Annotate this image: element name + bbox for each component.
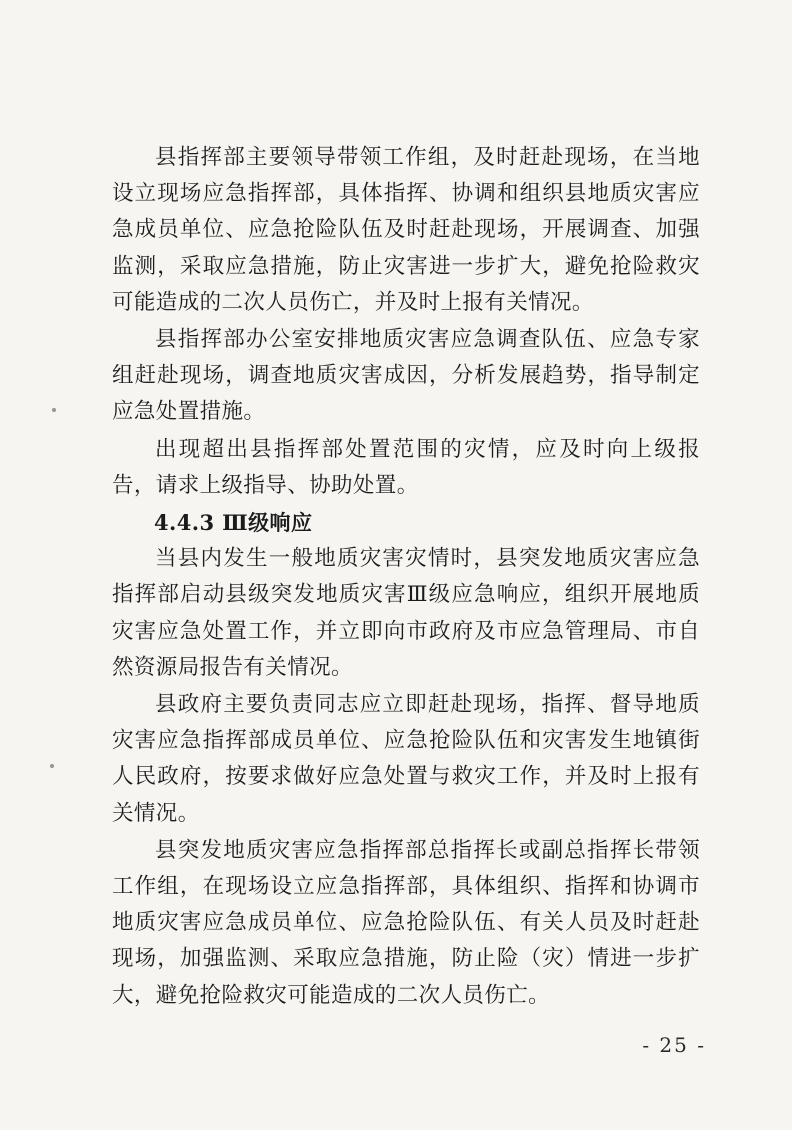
section-paragraph-3: 县突发地质灾害应急指挥部总指挥长或副总指挥长带领工作组，在现场设立应急指挥部，具体组织、指挥和协调市地质灾害应急成员单位、应急抢险队伍、有关人员及时赶赴现场，加强监测、采取应急措施，防止险（灾）情进一步扩大，避免抢险救灾可能造成的二次人员伤亡。 [112, 837, 700, 1008]
scan-speck [50, 764, 54, 768]
paragraph-2: 县指挥部办公室安排地质灾害应急调查队伍、应急专家组赶赴现场，调查地质灾害成因，分析发展趋势，指导制定应急处置措施。 [112, 327, 700, 425]
paragraph-3: 出现超出县指挥部处置范围的灾情，应及时向上级报告，请求上级指导、协助处置。 [112, 436, 700, 498]
paragraph-1: 县指挥部主要领导带领工作组，及时赶赴现场，在当地设立现场应急指挥部，具体指挥、协调和组织县地质灾害应急成员单位、应急抢险队伍及时赶赴现场，开展调查、加强监测，采取应急措施，防止灾害进一步扩大，避免抢险救灾可能造成的二次人员伤亡，并及时上报有关情况。 [112, 145, 700, 315]
section-paragraph-1: 当县内发生一般地质灾害灾情时，县突发地质灾害应急指挥部启动县级突发地质灾害Ⅲ级应急响应，组织开展地质灾害应急处置工作，并立即向市政府及市应急管理局、市自然资源局报告有关情况。 [112, 546, 700, 680]
section-heading: 4.4.3 Ⅲ级响应 [154, 510, 313, 536]
section-paragraph-2: 县政府主要负责同志应立即赶赴现场，指挥、督导地质灾害应急指挥部成员单位、应急抢险队伍和灾害发生地镇街人民政府，按要求做好应急处置与救灾工作，并及时上报有关情况。 [112, 692, 700, 826]
page-number: - 25 - [642, 1033, 706, 1057]
scan-speck [52, 408, 56, 412]
document-body [112, 140, 700, 1015]
